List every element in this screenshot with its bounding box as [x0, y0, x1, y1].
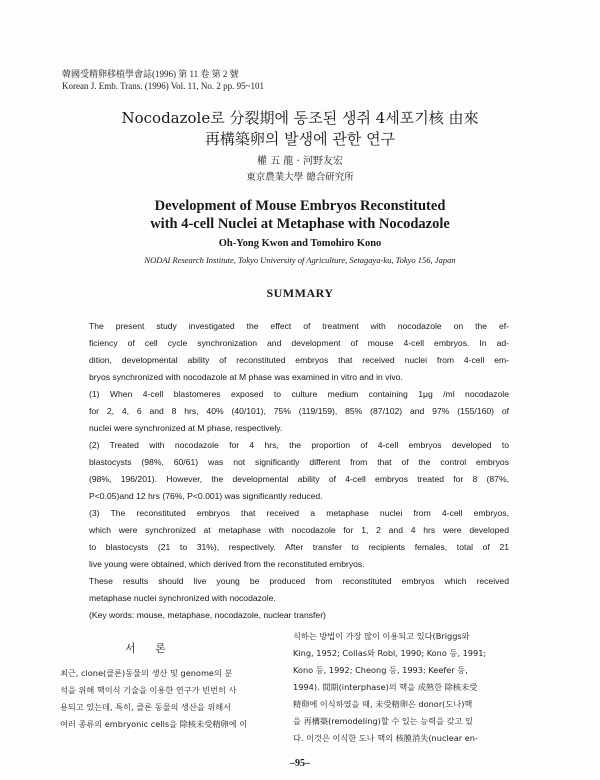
- left-column: [60, 665, 305, 733]
- body-line: 용되고 있는데, 특히, 클론 동물의 생산을 위해서: [60, 702, 232, 712]
- english-title-line-1: Development of Mouse Embryos Reconstituted: [154, 198, 446, 214]
- journal-citation-english: Korean J. Emb. Trans. (1996) Vol. 11, No. 2 pp. 95~101: [62, 81, 264, 91]
- page-number: –95–: [290, 758, 310, 769]
- body-line: 여러 종류의 embryonic cells을 除核未受精卵에 이: [60, 719, 248, 729]
- body-line: 精卵에 이식하였을 때, 未受精卵은 donor(도나)핵: [293, 699, 473, 709]
- abstract-line: (98%, 196/201). However, the developmental ability of 4-cell embryos treated for 8 (87%,: [89, 474, 509, 484]
- abstract-line: to blastocysts (21 to 31%), respectively. After transfer to recipients females, total of 21: [89, 542, 509, 552]
- body-line: 식하는 방법이 가장 많이 이용되고 있다(Briggs와: [293, 631, 470, 641]
- korean-authors: 權 五 龍 · 河野友宏: [257, 156, 343, 167]
- korean-affiliation: 東京農業大學 總合研究所: [246, 172, 354, 183]
- korean-title-line-2: 再構築卵의 발생에 관한 연구: [204, 130, 396, 148]
- korean-title-line-1: Nocodazole로 分裂期에 동조된 생쥐 4세포기核 由來: [121, 109, 479, 127]
- english-title-line-2: with 4-cell Nuclei at Metaphase with Nocodazole: [150, 216, 450, 232]
- body-line: King, 1952; Collas와 Robl, 1990; Kono 등, 1991;: [293, 648, 487, 658]
- right-column: [293, 628, 538, 747]
- summary-heading: SUMMARY: [266, 286, 334, 300]
- abstract-line: live young were obtained, which derived from the reconstituted embryos.: [89, 559, 365, 569]
- section-heading-introduction: 서 론: [125, 642, 174, 655]
- body-line: 을 再構築(remodeling)할 수 있는 능력을 갖고 있: [293, 716, 473, 726]
- journal-citation-korean: 韓國受精卵移植學會誌(1996) 第 11 卷 第 2 號: [62, 69, 239, 79]
- abstract-line: metaphase nuclei synchronized with nocodazole.: [89, 593, 276, 603]
- abstract-line: nuclei were synchronized at M phase, respectively.: [89, 423, 283, 433]
- abstract-line: dition, developmental ability of reconstituted embryos that received nuclei from 4-cell em-: [89, 355, 509, 365]
- abstract-line: ficiency of cell cycle synchronization and development of mouse 4-cell embryos. In ad-: [89, 338, 509, 348]
- english-affiliation: NODAI Research Institute, Tokyo University of Agriculture, Setagaya-ku, Tokyo 156, Japan: [144, 255, 456, 265]
- body-line: Kono 등, 1992; Cheong 등, 1993; Keefer 등,: [293, 665, 468, 675]
- abstract-line: P<0.05)and 12 hrs (76%, P<0.001) was significantly reduced.: [89, 491, 323, 501]
- abstract-line: for 2, 4, 6 and 8 hrs, 40% (40/101), 75% (119/159), 85% (87/102) and 97% (155/160) of: [89, 406, 509, 416]
- journal-citation: [62, 68, 264, 92]
- english-authors: Oh-Yong Kwon and Tomohiro Kono: [218, 238, 382, 249]
- body-line: 다. 이것은 이식한 도나 핵의 核膜消失(nuclear en-: [293, 733, 478, 743]
- abstract: [89, 318, 509, 624]
- body-line: 1994). 間期(interphase)의 핵을 成熟한 除核未受: [293, 682, 478, 692]
- body-line: 석을 위해 핵이식 기술을 이용한 연구가 빈번히 사: [60, 685, 237, 695]
- body-line: 최근, clone(클론)동물의 생산 및 genome의 분: [60, 668, 233, 678]
- abstract-line: (Key words: mouse, metaphase, nocodazole, nuclear transfer): [89, 610, 326, 620]
- abstract-line: bryos synchronized with nocodazole at M phase was examined in vitro and in vivo.: [89, 372, 403, 382]
- abstract-line: (1) When 4-cell blastomeres exposed to culture medium containing 1μg /ml nocodazole: [89, 389, 509, 399]
- abstract-line: which were synchronized at metaphase with nocodazole for 1, 2 and 4 hrs were developed: [89, 525, 509, 535]
- abstract-line: (2) Treated with nocodazole for 4 hrs, the proportion of 4-cell embryos developed to: [89, 440, 509, 450]
- abstract-line: The present study investigated the effect of treatment with nocodazole on the ef-: [89, 321, 509, 331]
- abstract-line: These results should live young be produced from reconstituted embryos which received: [89, 576, 509, 586]
- abstract-line: blastocysts (98%, 60/61) was not significantly different from that of the control embryos: [89, 457, 509, 467]
- abstract-line: (3) The reconstituted embryos that received a metaphase nuclei from 4-cell embryos,: [89, 508, 509, 518]
